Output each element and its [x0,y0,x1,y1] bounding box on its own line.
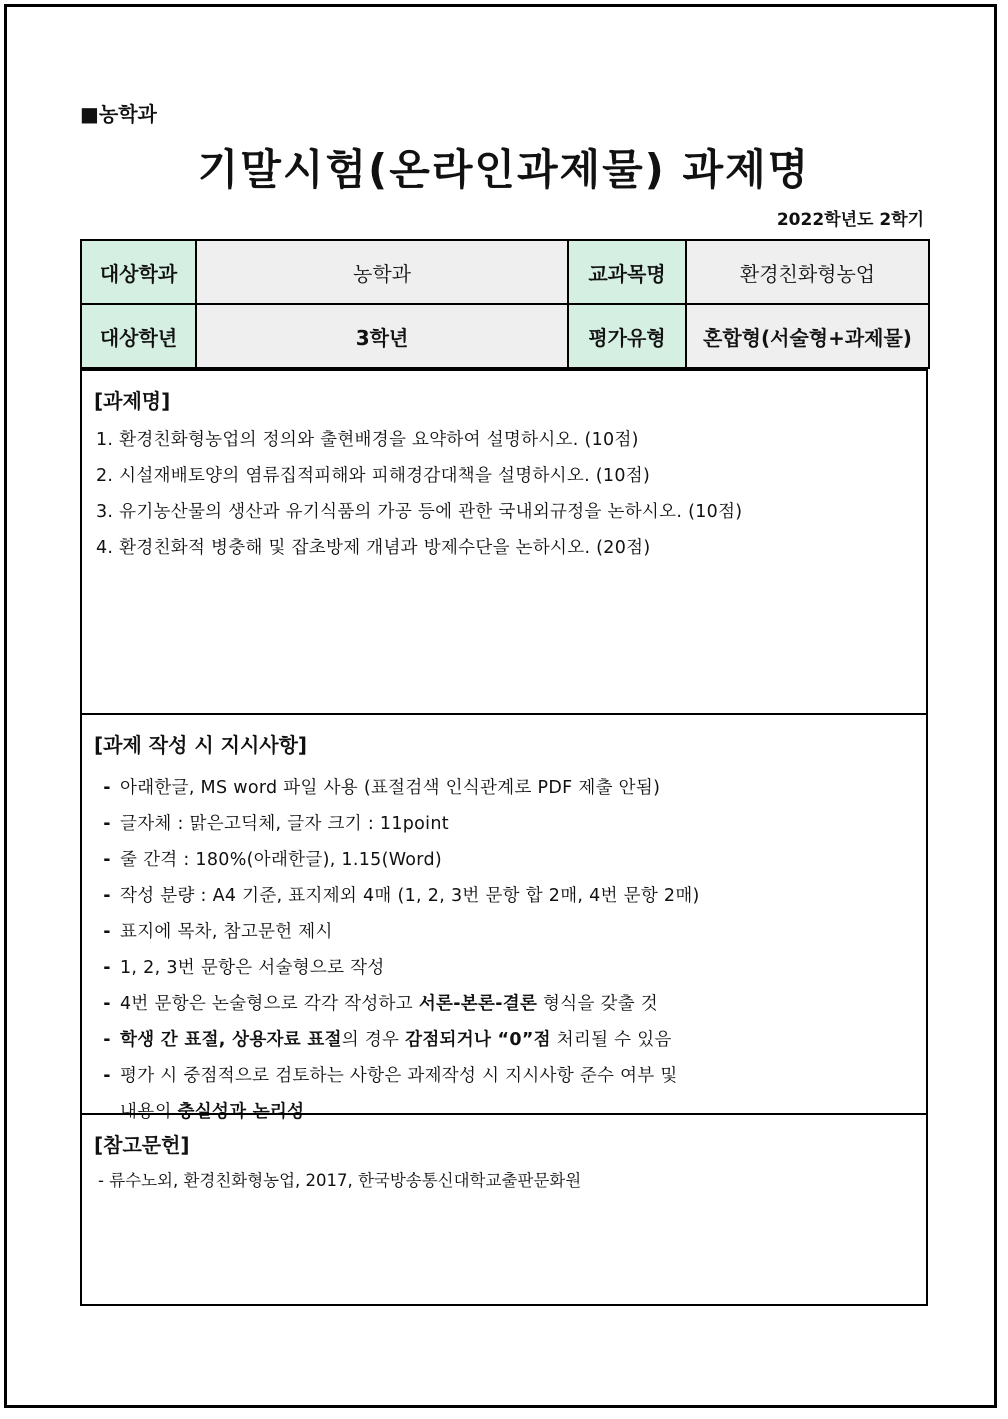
bullet-dash: - [103,958,111,978]
info-table [80,239,930,369]
instruction-item: - 글자체 : 맑은고딕체, 글자 크기 : 11point [94,806,914,842]
info-row-2 [81,304,929,368]
bullet-dash: - [103,850,111,870]
instruction-item: - 학생 간 표절, 상용자료 표절의 경우 감점되거나 “0”점 처리될 수 있음 [94,1022,914,1058]
instruction-item: - 작성 분량 : A4 기준, 표지제외 4매 (1, 2, 3번 문항 합 2매, 4번 문항 2매) [94,878,914,914]
instruction-item: - 줄 간격 : 180%(아래한글), 1.15(Word) [94,842,914,878]
references-heading: [참고문헌] [94,1133,190,1157]
bullet-dash: - [103,1066,111,1086]
task-item: 2. 시설재배토양의 염류집적피해와 피해경감대책을 설명하시오. (10점) [96,466,651,486]
instruction-item: - 표지에 목차, 참고문헌 제시 [94,914,914,950]
task-item: 1. 환경친화형농업의 정의와 출현배경을 요약하여 설명하시오. (10점) [96,430,639,450]
emphasis-plagiarism: 학생 간 표절, 상용자료 표절 [120,1030,342,1050]
tasks-section [80,369,928,715]
bullet-dash: - [103,994,111,1014]
year-term: 2022학년도 2학기 [776,210,924,230]
task-item: 3. 유기농산물의 생산과 유기식품의 가공 등에 관한 국내외규정을 논하시오. (10점) [96,502,743,522]
references-section [80,1113,928,1306]
instruction-item: - 1, 2, 3번 문항은 서술형으로 작성 [94,950,914,986]
instructions-list [94,770,914,1130]
reference-item: - 류수노외, 환경친화형농업, 2017, 한국방송통신대학교출판문화원 [98,1171,582,1190]
eval-value: 혼합형(서술형+과제물) [686,304,929,368]
instructions-heading: [과제 작성 시 지시사항] [94,733,308,757]
emphasis-structure: 서론-본론-결론 [418,994,538,1014]
dept-label: 대상학과 [81,240,196,304]
subject-label: 교과목명 [568,240,686,304]
department-tag: ■농학과 [80,102,157,126]
bullet-dash: - [103,1030,111,1050]
instruction-item: - 아래한글, MS word 파일 사용 (표절검색 인식관계로 PDF 제출 안됨) [94,770,914,806]
emphasis-penalty: 감점되거나 “0”점 [405,1030,551,1050]
bullet-dash: - [103,778,111,798]
emphasis-criteria: 충실성과 논리성 [177,1102,305,1122]
page-title: 기말시험(온라인과제물) 과제명 [197,145,811,194]
instructions-section [80,713,928,1122]
eval-label: 평가유형 [568,304,686,368]
bullet-dash: - [103,814,111,834]
instruction-item: - 평가 시 중점적으로 검토하는 사항은 과제작성 시 지시사항 준수 여부 및 내용의 충실성과 논리성 [94,1058,914,1130]
instruction-item: - 4번 문항은 논술형으로 각각 작성하고 서론-본론-결론 형식을 갖출 것 [94,986,914,1022]
bullet-dash: - [103,922,111,942]
bullet-dash: - [103,886,111,906]
grade-label: 대상학년 [81,304,196,368]
info-row-1 [81,240,929,304]
task-item: 4. 환경친화적 병충해 및 잡초방제 개념과 방제수단을 논하시오. (20점) [96,538,651,558]
dept-value: 농학과 [196,240,568,304]
subject-value: 환경친화형농업 [686,240,929,304]
tasks-heading: [과제명] [94,389,171,413]
grade-value: 3학년 [196,304,568,368]
